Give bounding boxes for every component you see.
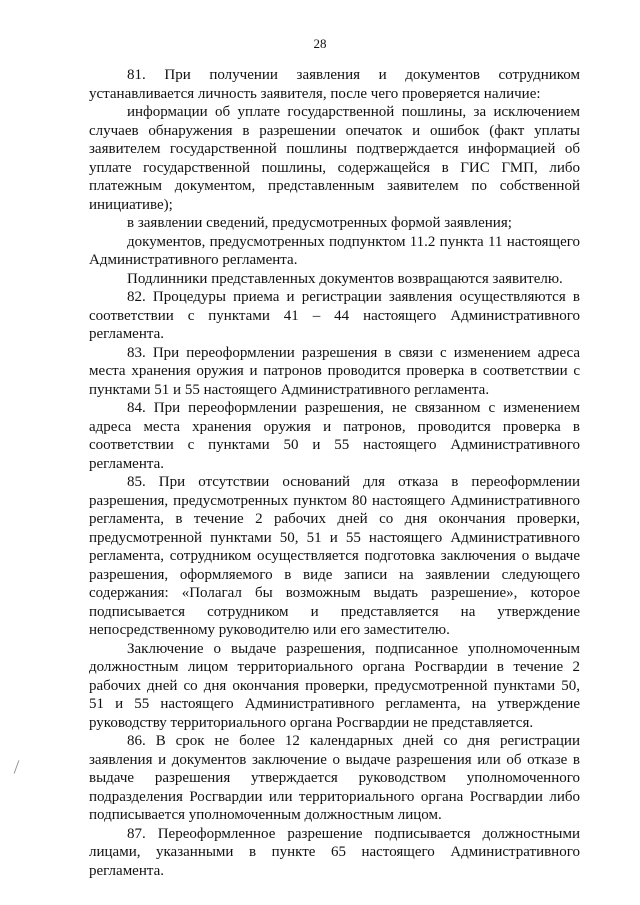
- paragraph-81-fee-info: информации об уплате государственной пошлины, за исключением случаев обнаружения в разрешении опечаток и ошибок (факт уплаты заявителем государственной пошлины подтверждается информацией об уплате государственной пошлины, содержащейся в ГИС ГМП, либо платежным документом, представленным заявителем по собственной инициативе);: [89, 104, 580, 213]
- document-body: [89, 66, 580, 880]
- page-number: 28: [313, 36, 327, 51]
- paragraph-84: 84. При переоформлении разрешения, не связанном с изменением адреса места хранения оружия и патронов, проводится проверка в соответствии с пунктами 50 и 55 настоящего Административного регламента.: [89, 400, 580, 472]
- paragraph-81-intro: 81. При получении заявления и документов сотрудником устанавливается личность заявителя, после чего проверяется наличие:: [89, 67, 580, 102]
- scan-mark: [14, 760, 20, 773]
- paragraph-81-form-info: в заявлении сведений, предусмотренных формой заявления;: [127, 215, 512, 231]
- paragraph-86: 86. В срок не более 12 календарных дней со дня регистрации заявления и документов заключение о выдаче разрешения или об отказе в выдаче разрешения утверждается руководством уполномоченного подразделения Росгвардии или территориального органа Росгвардии либо подписывается уполномоченным должностным лицом.: [89, 733, 580, 823]
- paragraph-87: 87. Переоформленное разрешение подписывается должностными лицами, указанными в пункте 65 настоящего Административного регламента.: [89, 825, 580, 879]
- paragraph-81-originals-returned: Подлинники представленных документов возвращаются заявителю.: [127, 270, 563, 287]
- paragraph-81-documents: документов, предусмотренных подпунктом 11.2 пункта 11 настоящего Административного регламента.: [89, 233, 580, 268]
- paragraph-85: 85. При отсутствии оснований для отказа в переоформлении разрешения, предусмотренных пунктом 80 настоящего Административного регламента, в течение 2 рабочих дней со дня окончания проверки, предусмотренной пунктами 50, 51 и 55 настоящего Административного регламента, сотрудником осуществляется подготовка заключения о выдаче разрешения, оформляемого в виде записи на заявлении следующего содержания: «Полагал бы возможным выдать разрешение», которое подписывается сотрудником и представляется на утверждение непосредственному руководителю или его заместителю.: [89, 474, 580, 638]
- paragraph-83: 83. При переоформлении разрешения в связи с изменением адреса места хранения оружия и патронов проводится проверка в соответствии с пунктами 51 и 55 настоящего Административного регламента.: [89, 344, 580, 398]
- paragraph-82: 82. Процедуры приема и регистрации заявления осуществляются в соответствии с пунктами 41 – 44 настоящего Административного регламента.: [89, 289, 580, 342]
- paragraph-85-conclusion: Заключение о выдаче разрешения, подписанное уполномоченным должностным лицом территориального органа Росгвардии в течение 2 рабочих дней со дня окончания проверки, предусмотренной пунктами 50, 51 и 55 настоящего Административного регламента, на утверждение руководству территориального органа Росгвардии не представляется.: [89, 640, 580, 731]
